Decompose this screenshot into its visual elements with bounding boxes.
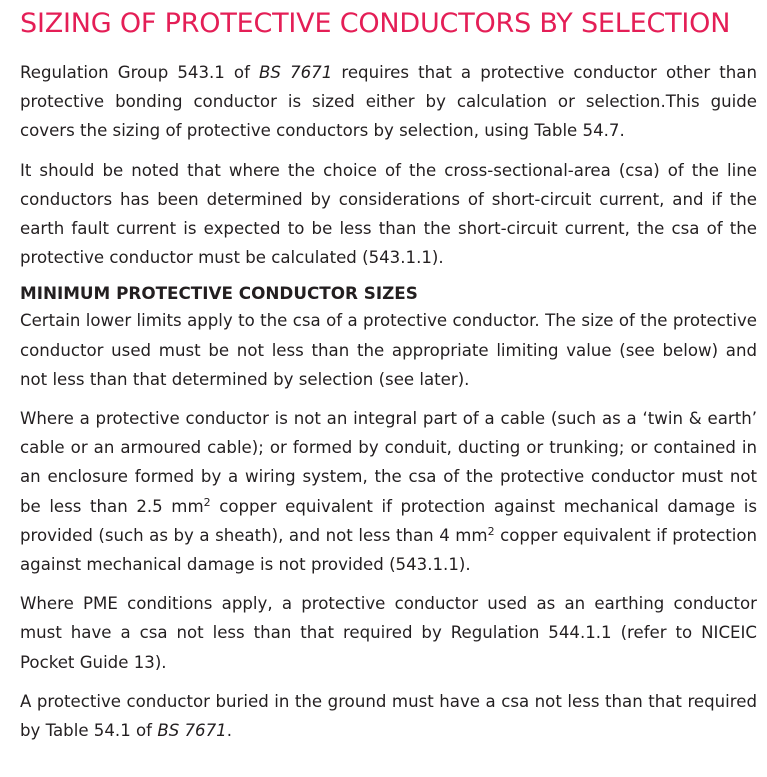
intro-text-a: Regulation Group 543.1 of [20, 63, 260, 82]
page-title: SIZING OF PROTECTIVE CONDUCTORS BY SELECTION [20, 8, 731, 39]
section-heading: MINIMUM PROTECTIVE CONDUCTOR SIZES [20, 283, 418, 304]
intro-text-c: requires that a protective conductor other than protective bonding conductor is sized either by calculation or selection.This guide covers the sizing of protective conductors by selection, using Table 54.7. [20, 63, 757, 141]
minimum-size-text-c: copper equivalent if protection against mechanical damage is not provided (543.1.1). [20, 525, 757, 575]
buried-text-c: . [226, 721, 233, 741]
intro-paragraph [20, 58, 757, 146]
minimum-size-paragraph [20, 404, 757, 579]
pme-paragraph: Where PME conditions apply, a protective conductor used as an earthing conductor must have a csa not less than that required by Regulation 544.1.1 (refer to NICEIC Pocket Guide 13). [20, 594, 757, 672]
minimum-size-text-b: copper equivalent if protection against mechanical damage is provided (such as by a sheath), and not less than 4 mm [20, 496, 757, 545]
squared-superscript: 2 [487, 524, 495, 538]
buried-text-a: A protective conductor buried in the ground must have a csa not less than that required by Table 54.1 of [20, 691, 757, 741]
standard-reference: BS 7671 [157, 721, 227, 741]
minimum-size-text-a: Where a protective conductor is not an integral part of a cable (such as a ‘twin & earth’ cable or an armoured cable); or formed by conduit, ducting or trunking; or contained in an enclosure formed by a wiring system, the csa of the protective conductor must not be less than 2.5 mm [20, 409, 757, 516]
squared-superscript: 2 [203, 495, 211, 509]
note-paragraph: It should be noted that where the choice of the cross-sectional-area (csa) of the line conductors has been determined by considerations of short-circuit current, and if the earth fault current is expected to be less than the short-circuit current, the csa of the protective conductor must be calculated (543.1.1). [20, 160, 757, 268]
buried-conductor-paragraph [20, 687, 757, 745]
lower-limits-paragraph: Certain lower limits apply to the csa of a protective conductor. The size of the protective conductor used must be not less than the appropriate limiting value (see below) and not less than that determined by selection (see later). [20, 311, 757, 389]
standard-reference: BS 7671 [259, 63, 333, 82]
